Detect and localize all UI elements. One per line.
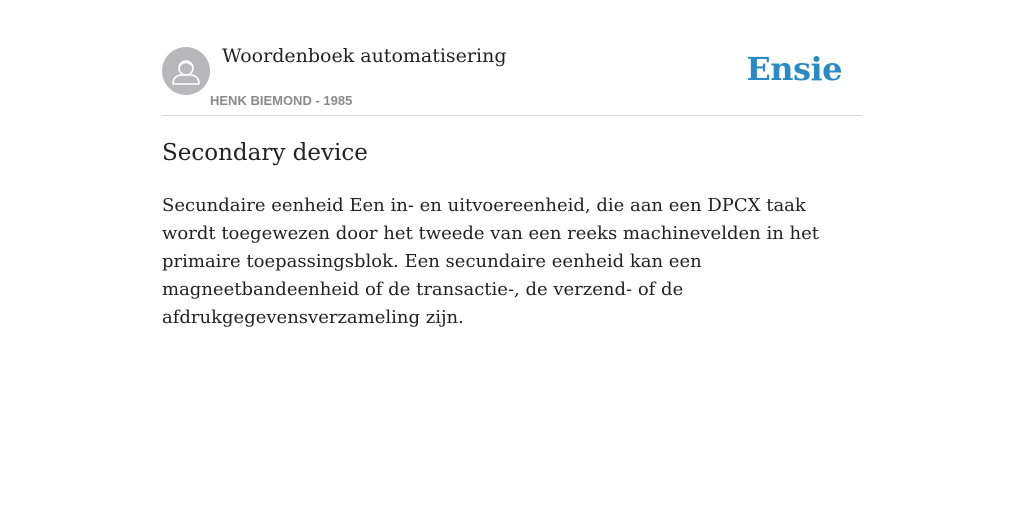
- avatar[interactable]: [162, 47, 210, 95]
- author-byline[interactable]: HENK BIEMOND - 1985: [210, 93, 353, 108]
- book-title[interactable]: Woordenboek automatisering: [222, 45, 507, 67]
- entry-title: Secondary device: [162, 140, 368, 166]
- user-placeholder-icon: [162, 47, 210, 95]
- entry-body: Secundaire eenheid Een in- en uitvoereenheid, die aan een DPCX taak wordt toegewezen door het tweede van een reeks machinevelden in het primaire toepassingsblok. Een secundaire eenheid kan een magneetbandeenheid of de transactie-, de verzend- of de afdrukgegevensverzameling zijn.: [162, 195, 819, 328]
- header: [162, 36, 862, 116]
- brand-logo[interactable]: Ensie: [746, 50, 842, 88]
